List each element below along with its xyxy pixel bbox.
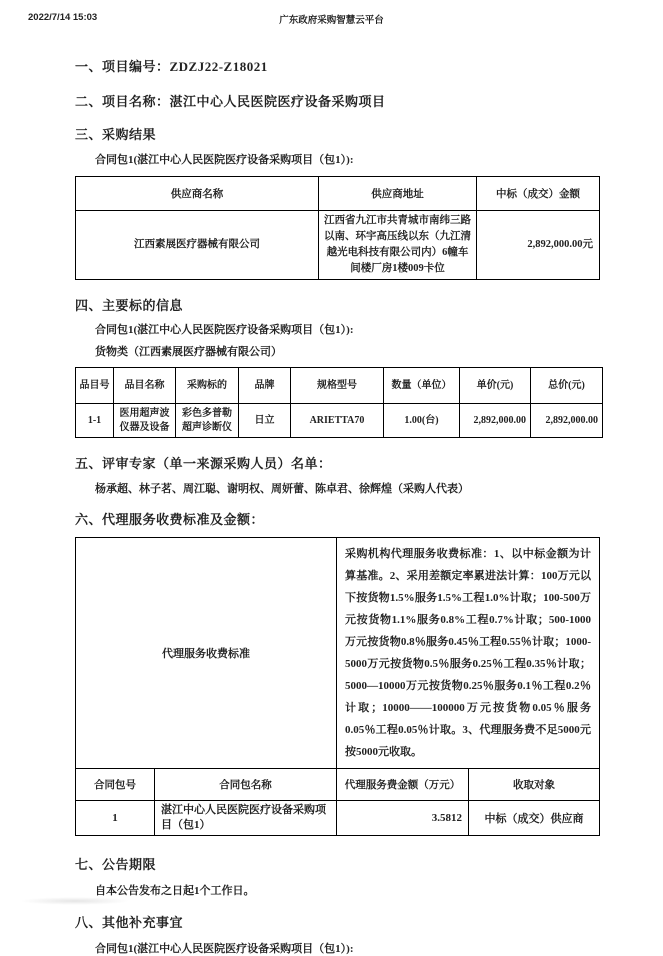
fee-th-amount: 代理服务费金额（万元）	[337, 769, 469, 801]
fee-th-package-name: 合同包名称	[155, 769, 337, 801]
result-th-supplier-name: 供应商名称	[76, 177, 319, 211]
fee-standard-text: 采购机构代理服务收费标准：1、以中标金额为计算基准。2、采用差额定率累进法计算：100万元以下按货物1.5%服务1.5%工程1.0%计取；100-500万元按货物1.1%服务0.8%工程0.7%计取；500-1000万元按货物0.8％服务0.45％工程0.55％计取；1000-5000万元按货物0.5％服务0.25％工程0.35％计取；5000—10000万元按货物0.25％服务0.1％工程0.2％计取；10000——100000万元按货物0.05％服务0.05％工程0.05％计取。3、代理服务费不足5000元按5000元收取。	[337, 538, 600, 769]
announcement-period-body: 自本公告发布之日起1个工作日。	[95, 885, 255, 897]
result-th-amount: 中标（成交）金额	[477, 177, 600, 211]
subject-cell-model: ARIETTA70	[291, 404, 384, 438]
subject-th-quantity: 数量（单位）	[384, 368, 460, 404]
subject-table-header-row	[76, 368, 603, 404]
section-agency-fee: 六、代理服务收费标准及金额：	[75, 512, 265, 527]
subject-th-model: 规格型号	[291, 368, 384, 404]
fee-table-header-row	[76, 769, 600, 801]
fee-th-package-no: 合同包号	[76, 769, 155, 801]
subject-th-total-price: 总价(元)	[531, 368, 603, 404]
result-th-supplier-address: 供应商地址	[319, 177, 477, 211]
section-project-number: 一、项目编号：ZDZJ22-Z18021	[75, 59, 268, 74]
subject-category-line: 货物类（江西素展医疗器械有限公司）	[95, 346, 282, 358]
subject-cell-quantity: 1.00(台)	[384, 404, 460, 438]
subject-cell-subject: 彩色多普勒超声诊断仪	[176, 404, 239, 438]
section-subject-info: 四、主要标的信息	[75, 298, 184, 313]
result-table	[75, 176, 600, 280]
result-package-intro: 合同包1(湛江中心人民医院医疗设备采购项目（包1）):	[95, 154, 354, 166]
print-header	[0, 8, 663, 26]
section-announcement-period: 七、公告期限	[75, 857, 157, 872]
other-matters-package-intro: 合同包1(湛江中心人民医院医疗设备采购项目（包1）):	[95, 943, 354, 955]
subject-package-intro: 合同包1(湛江中心人民医院医疗设备采购项目（包1）):	[95, 324, 354, 336]
subject-table	[75, 367, 603, 438]
section-procurement-result: 三、采购结果	[75, 127, 157, 142]
table-row	[76, 404, 603, 438]
subject-th-item-name: 品目名称	[114, 368, 176, 404]
site-title: 广东政府采购智慧云平台	[279, 15, 384, 26]
document-body	[75, 50, 602, 956]
fee-th-charged-party: 收取对象	[469, 769, 600, 801]
fee-cell-package-name: 湛江中心人民医院医疗设备采购项目（包1）	[155, 801, 337, 836]
subject-cell-brand: 日立	[239, 404, 291, 438]
fee-standard-label: 代理服务收费标准	[76, 538, 337, 769]
fee-cell-charged-party: 中标（成交）供应商	[469, 801, 600, 836]
table-row	[76, 801, 600, 836]
fee-cell-amount: 3.5812	[337, 801, 469, 836]
result-cell-supplier-name: 江西素展医疗器械有限公司	[76, 211, 319, 280]
result-cell-supplier-address: 江西省九江市共青城市南纬三路以南、环宇高压线以东（九江清越光电科技有限公司内）6幢车间楼厂房1楼009卡位	[319, 211, 477, 280]
experts-names: 杨承超、林子茗、周江聪、谢明权、周妍蕾、陈卓君、徐辉煌（采购人代表）	[95, 483, 469, 495]
fee-standard-row	[76, 538, 600, 769]
subject-cell-unit-price: 2,892,000.00	[460, 404, 531, 438]
print-timestamp: 2022/7/14 15:03	[28, 12, 98, 23]
subject-th-item-no: 品目号	[76, 368, 114, 404]
subject-th-brand: 品牌	[239, 368, 291, 404]
subject-cell-item-no: 1-1	[76, 404, 114, 438]
page-bottom-shadow	[20, 897, 130, 905]
subject-th-subject: 采购标的	[176, 368, 239, 404]
fee-cell-package-no: 1	[76, 801, 155, 836]
table-row	[76, 211, 600, 280]
agency-fee-table	[75, 537, 600, 836]
section-experts: 五、评审专家（单一来源采购人员）名单：	[75, 456, 332, 471]
subject-cell-total-price: 2,892,000.00	[531, 404, 603, 438]
section-other-matters: 八、其他补充事宜	[75, 915, 184, 930]
result-cell-amount: 2,892,000.00元	[477, 211, 600, 280]
result-table-header-row	[76, 177, 600, 211]
section-project-name: 二、项目名称：湛江中心人民医院医疗设备采购项目	[75, 94, 386, 109]
subject-cell-item-name: 医用超声波仪器及设备	[114, 404, 176, 438]
subject-th-unit-price: 单价(元)	[460, 368, 531, 404]
